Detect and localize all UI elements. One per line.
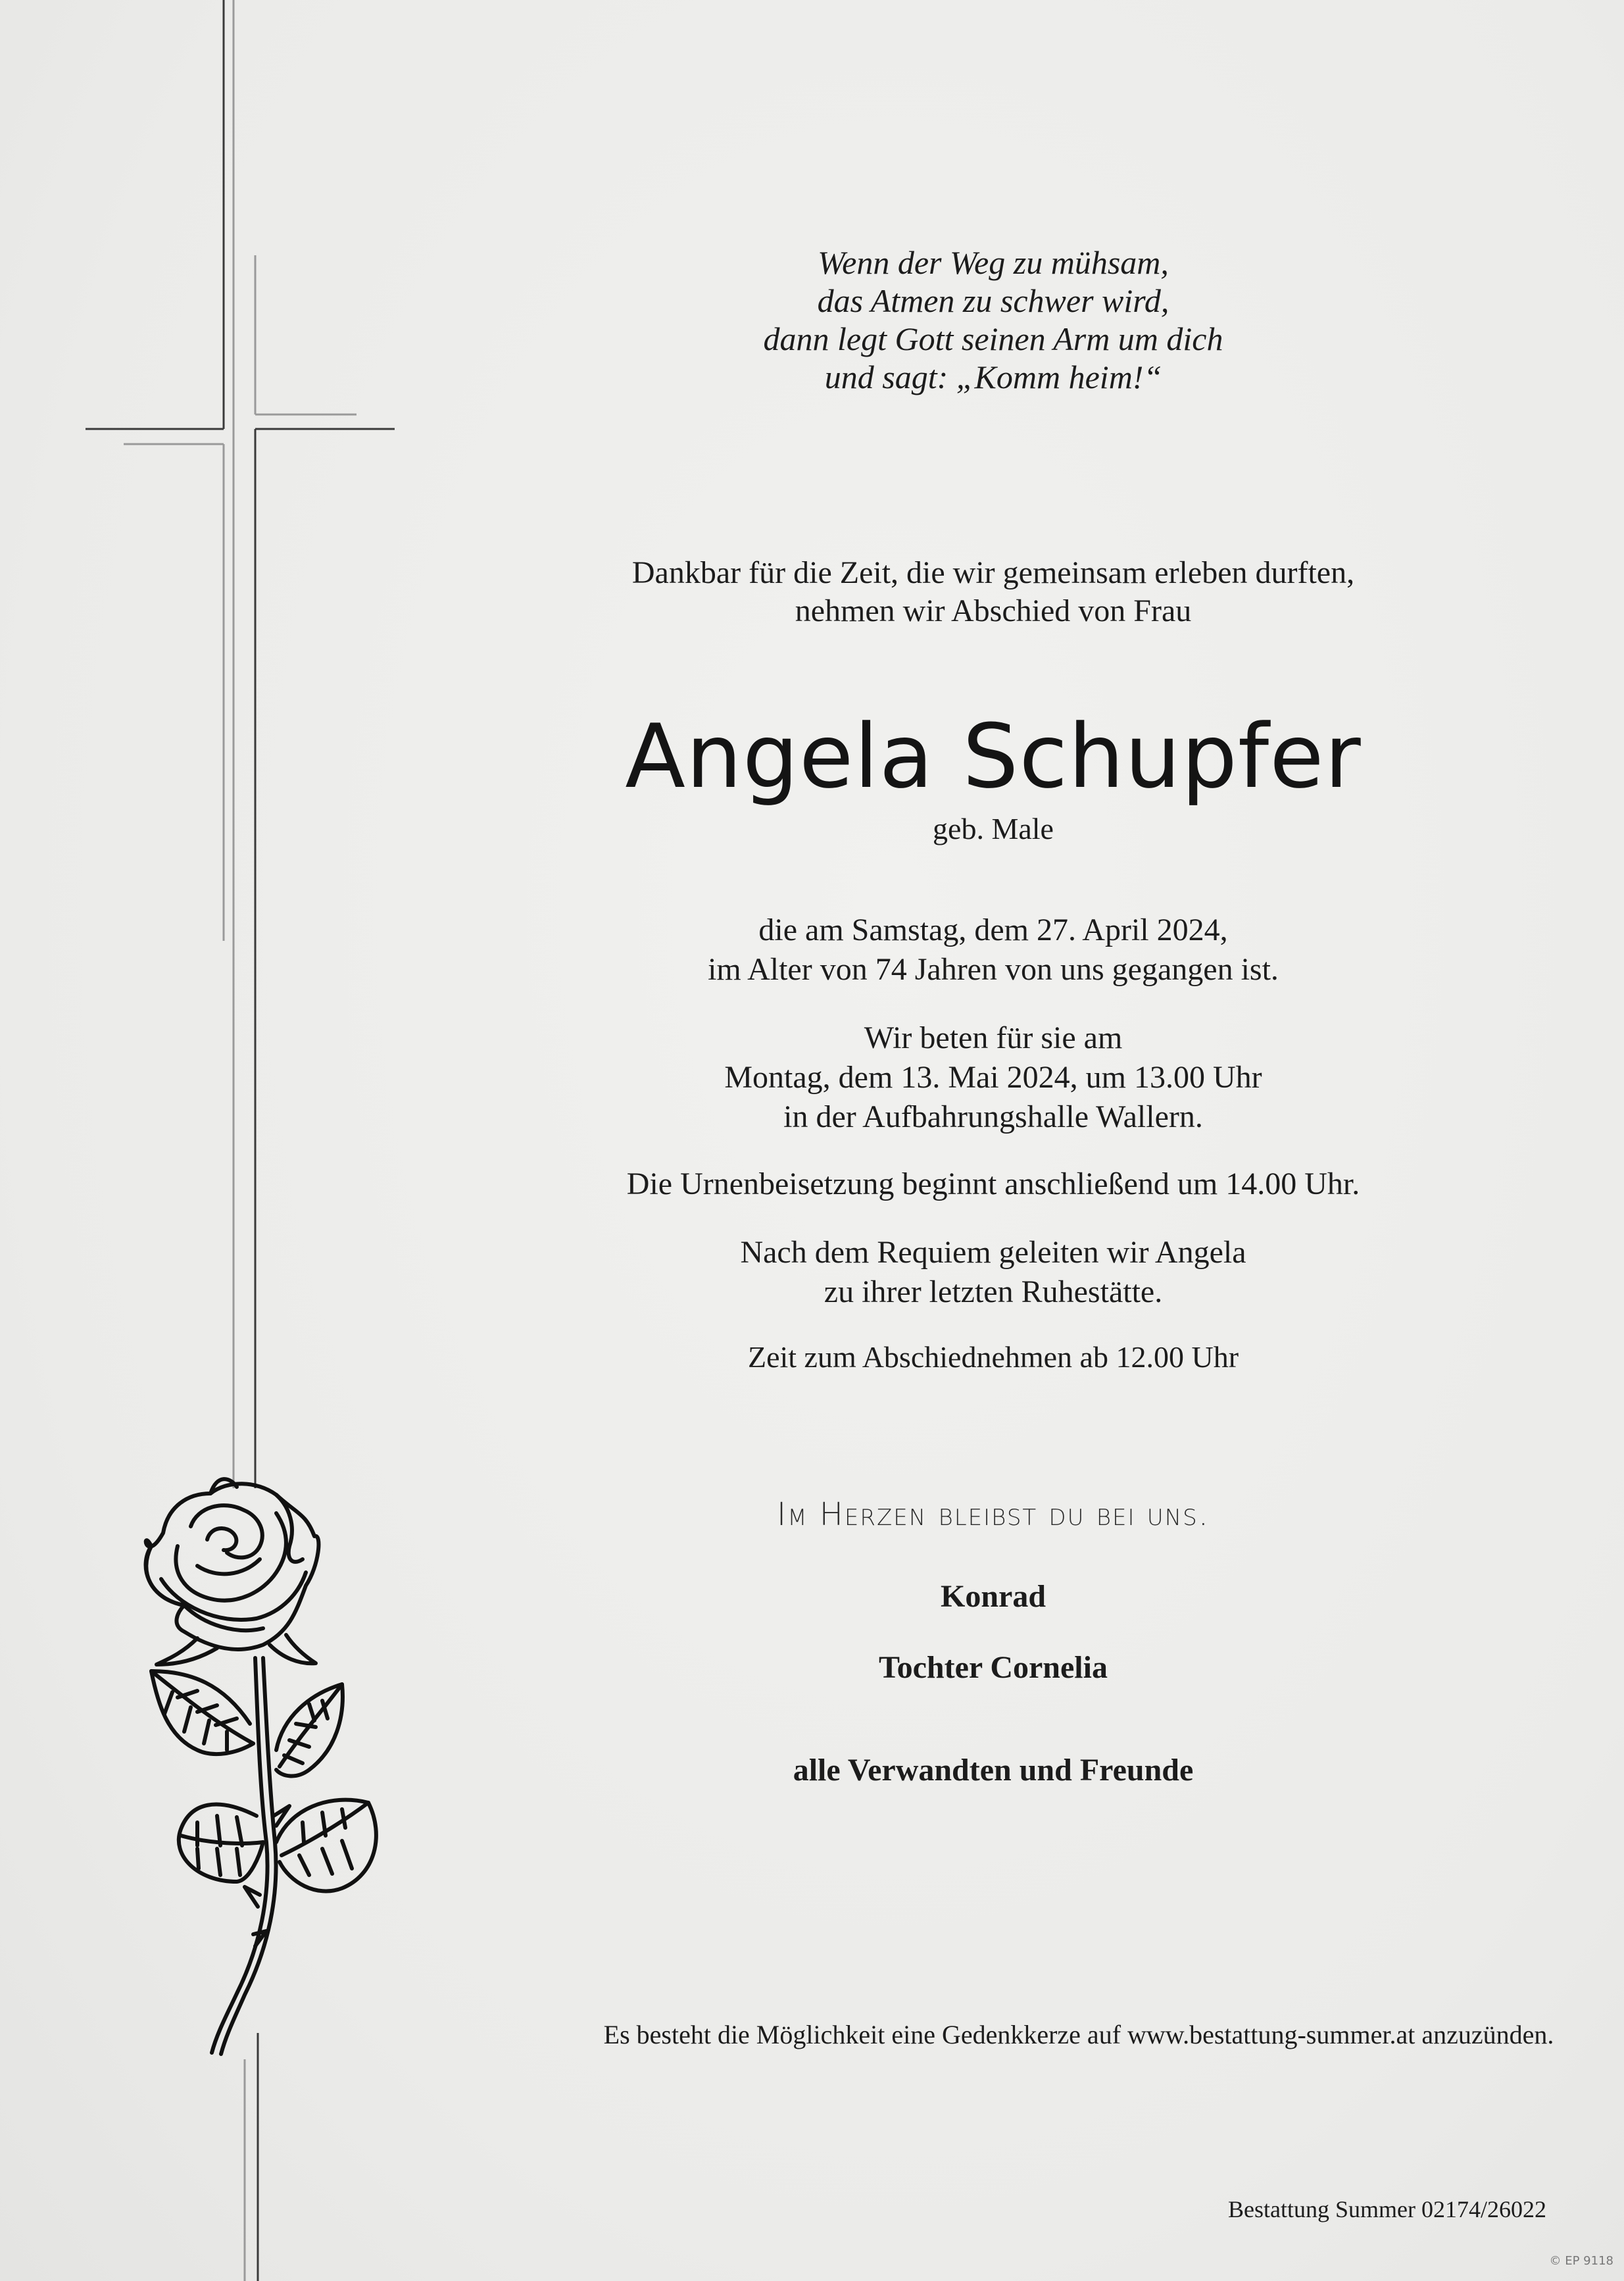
birth-name: geb. Male bbox=[933, 812, 1054, 845]
prayer-text bbox=[592, 1018, 1394, 1137]
intro-text bbox=[592, 554, 1394, 630]
poem-line: dann legt Gott seinen Arm um dich bbox=[763, 320, 1223, 357]
burial-line: Die Urnenbeisetzung beginnt anschließend um 14.00 Uhr. bbox=[626, 1166, 1360, 1201]
requiem-text bbox=[592, 1233, 1394, 1312]
requiem-line: zu ihrer letzten Ruhestätte. bbox=[824, 1274, 1163, 1309]
poem bbox=[592, 243, 1394, 396]
poem-line: und sagt: „Komm heim!“ bbox=[824, 359, 1162, 395]
burial-text bbox=[592, 1165, 1394, 1204]
print-code: © EP 9118 bbox=[1549, 2254, 1613, 2268]
undertaker-contact: Bestattung Summer 02174/26022 bbox=[1228, 2196, 1546, 2222]
motto: Im Herzen bleibst du bei uns. bbox=[777, 1496, 1210, 1533]
prayer-line: in der Aufbahrungshalle Wallern. bbox=[783, 1099, 1203, 1134]
passing-line: im Alter von 74 Jahren von uns gegangen ist. bbox=[708, 952, 1279, 987]
farewell-time: Zeit zum Abschiednehmen ab 12.00 Uhr bbox=[747, 1340, 1239, 1374]
poem-line: Wenn der Weg zu mühsam, bbox=[818, 244, 1169, 281]
requiem-line: Nach dem Requiem geleiten wir Angela bbox=[740, 1235, 1246, 1270]
mourner-name: Tochter Cornelia bbox=[879, 1650, 1108, 1685]
intro-line: nehmen wir Abschied von Frau bbox=[795, 593, 1192, 628]
passing-line: die am Samstag, dem 27. April 2024, bbox=[758, 913, 1228, 947]
poem-line: das Atmen zu schwer wird, bbox=[817, 282, 1169, 319]
passing-text bbox=[592, 911, 1394, 990]
prayer-line: Wir beten für sie am bbox=[864, 1020, 1123, 1055]
prayer-line: Montag, dem 13. Mai 2024, um 13.00 Uhr bbox=[724, 1060, 1262, 1095]
deceased-name: Angela Schupfer bbox=[625, 705, 1362, 808]
candle-note: Es besteht die Möglichkeit eine Gedenkkerze auf www.bestattung-summer.at anzuzünden. bbox=[603, 2020, 1554, 2049]
mourner-name: Konrad bbox=[940, 1579, 1046, 1614]
intro-line: Dankbar für die Zeit, die wir gemeinsam erleben durften, bbox=[631, 555, 1355, 590]
mourner-name: alle Verwandten und Freunde bbox=[793, 1753, 1194, 1788]
